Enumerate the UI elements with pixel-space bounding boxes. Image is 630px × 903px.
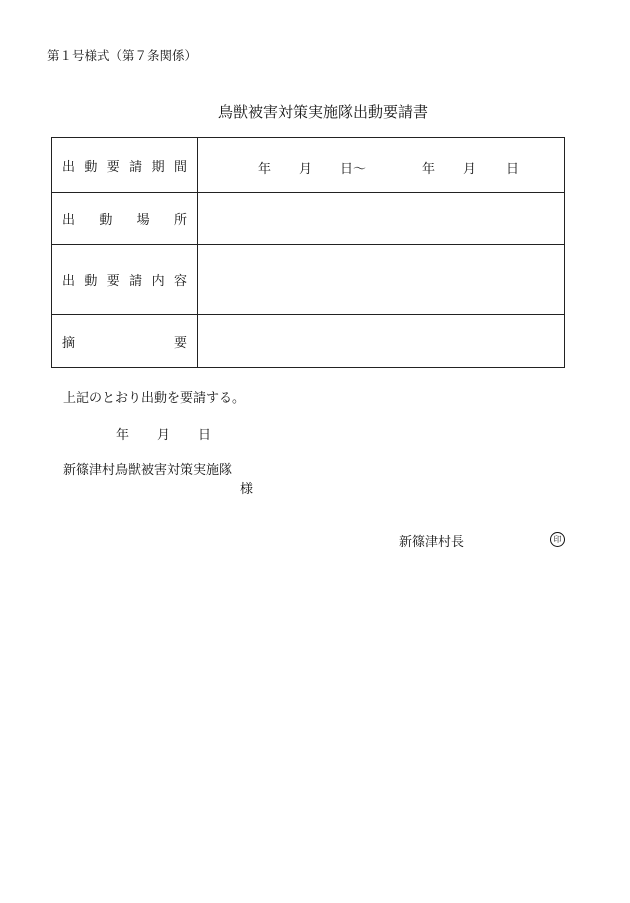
label-dispatch-location [52,193,198,245]
issuer-name: 新篠津村長 [399,535,465,550]
value-remarks[interactable] [198,315,565,368]
issue-date-month: 月 [157,428,171,443]
label-char: 請 [129,159,143,175]
label-char: 動 [99,213,113,228]
label-char: 内 [151,274,165,289]
label-char: 動 [84,274,98,289]
label-char: 期 [151,159,165,175]
value-request-period[interactable] [198,138,565,193]
label-char: 要 [106,159,120,175]
issue-date-day: 日 [198,428,212,443]
period-year-end: 年 [422,162,436,177]
period-month-end: 月 [463,162,477,177]
label-char: 要 [173,335,187,351]
label-char: 所 [173,213,187,228]
period-day-start: 日～ [340,162,367,177]
request-table [51,137,565,368]
label-request-content [52,245,198,315]
row-remarks [52,315,565,368]
period-year-start: 年 [258,162,272,177]
label-char: 間 [173,159,187,175]
label-char: 場 [136,213,150,228]
label-char: 出 [62,274,76,289]
label-char: 動 [84,159,98,175]
label-request-period [52,138,198,193]
label-char: 摘 [62,335,76,351]
period-month-start: 月 [299,162,313,177]
document-title: 鳥獣被害対策実施隊出動要請書 [217,103,428,121]
period-day-end: 日 [506,162,520,177]
addressee: 新篠津村鳥獣被害対策実施隊 [63,463,233,478]
row-dispatch-location [52,193,565,245]
seal-mark: 印 [550,532,565,547]
form-number: 第１号様式（第７条関係） [47,48,198,63]
label-remarks [52,315,198,368]
label-char: 出 [62,213,76,228]
issue-date-year: 年 [116,428,130,443]
row-request-period [52,138,565,193]
label-char: 請 [129,274,143,289]
label-char: 出 [62,159,76,175]
value-dispatch-location[interactable] [198,193,565,245]
row-request-content [52,245,565,315]
label-char: 容 [173,274,187,289]
label-char: 要 [106,274,120,289]
value-request-content[interactable] [198,245,565,315]
addressee-honorific: 様 [240,482,254,497]
request-statement: 上記のとおり出動を要請する。 [63,391,246,406]
